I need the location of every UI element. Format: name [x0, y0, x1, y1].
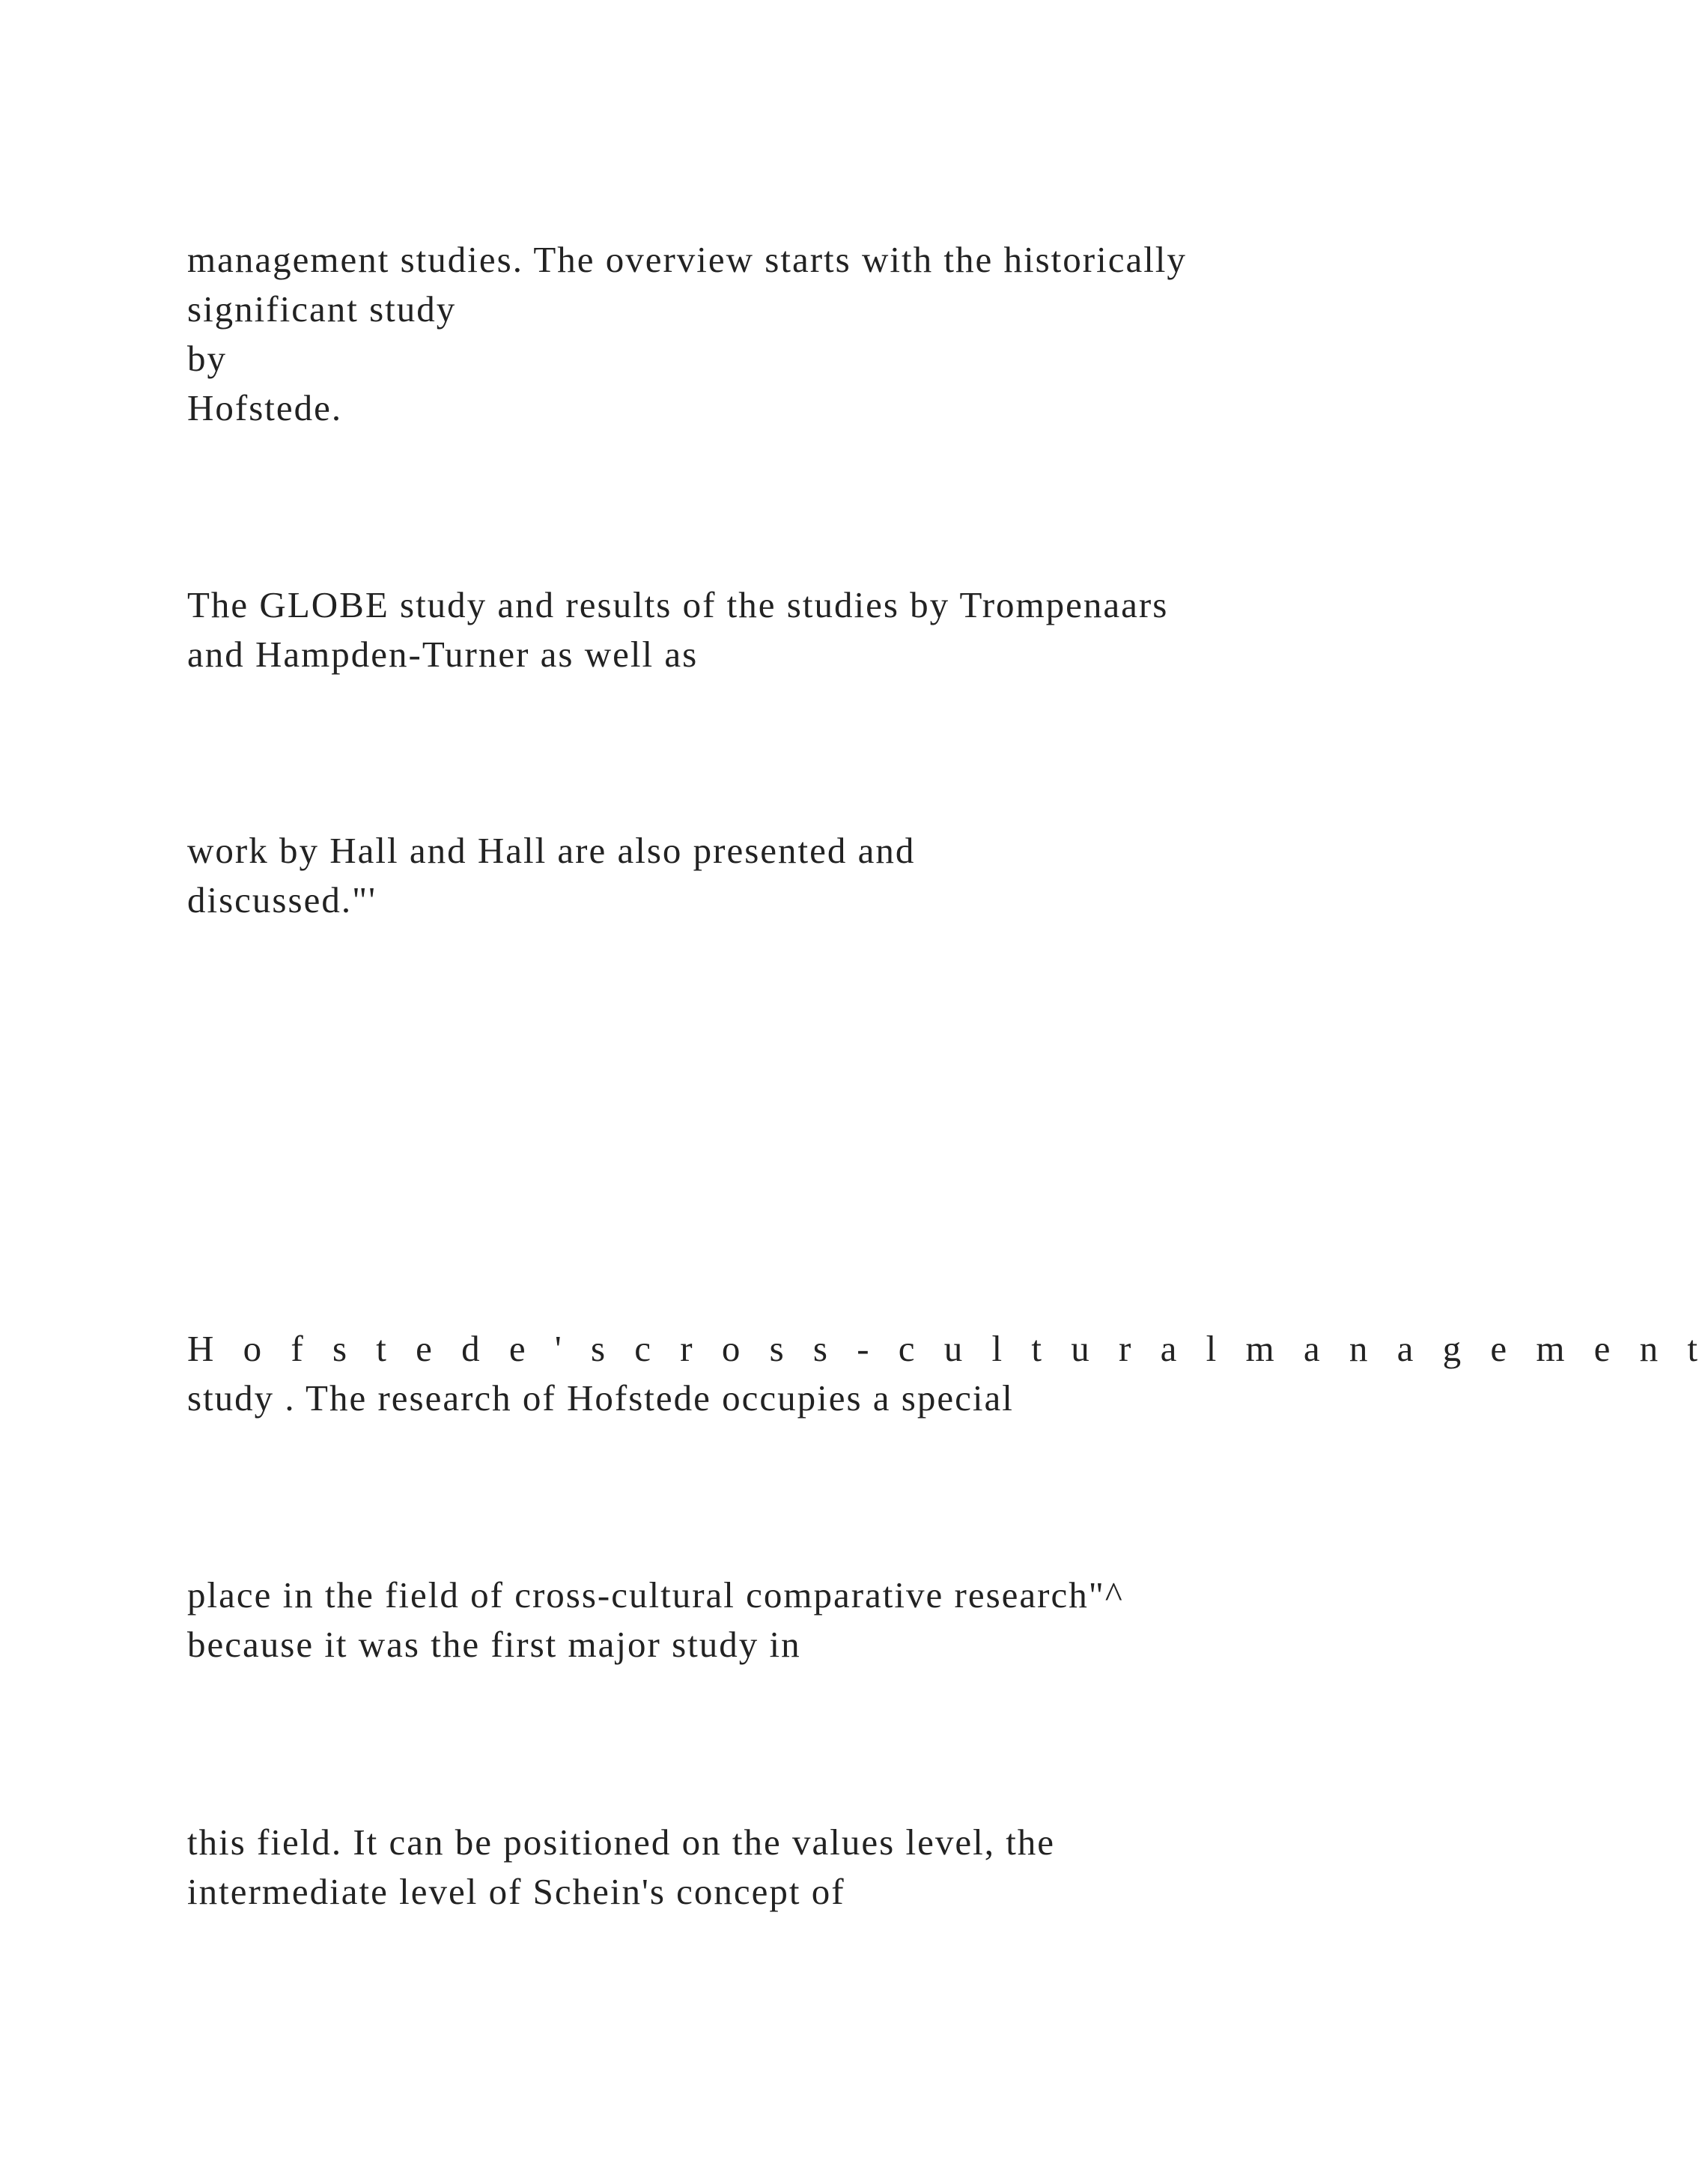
text-line: and Hampden-Turner as well as: [187, 634, 699, 675]
section-heading: H o f s t e d e ' s c r o s s - c u l t u r a l m a n a g e m e n t: [187, 1328, 1708, 1369]
text-line: because it was the first major study in: [187, 1624, 801, 1665]
paragraph-management-studies: [187, 235, 1385, 433]
text-line: intermediate level of Schein's concept of: [187, 1871, 845, 1912]
paragraph-values-level: [187, 1818, 1385, 1917]
paragraph-hofstede-heading: [187, 1324, 1708, 1423]
text-line: discussed."': [187, 879, 377, 920]
text-line: place in the field of cross-cultural comparative research"^: [187, 1574, 1124, 1616]
text-line: management studies. The overview starts with the historically: [187, 239, 1187, 280]
text-line: The GLOBE study and results of the studies by Trompenaars: [187, 584, 1169, 625]
paragraph-hall-and-hall: [187, 826, 1385, 925]
text-line: by: [187, 338, 227, 379]
text-line: this field. It can be positioned on the values level, the: [187, 1821, 1056, 1863]
text-line: Hofstede.: [187, 387, 343, 428]
paragraph-cross-cultural-research: [187, 1571, 1385, 1669]
paragraph-globe-study: [187, 580, 1385, 679]
text-line: work by Hall and Hall are also presented and: [187, 830, 916, 871]
text-line: significant study: [187, 288, 457, 330]
text-line: study . The research of Hofstede occupies a special: [187, 1377, 1014, 1419]
